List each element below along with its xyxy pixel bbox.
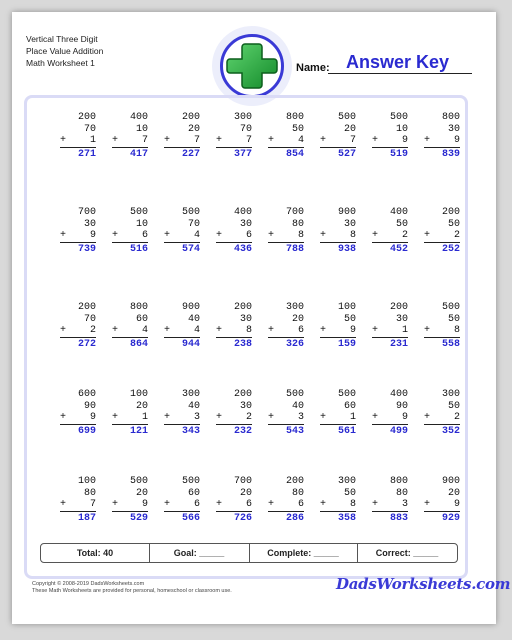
addition-problem xyxy=(372,112,408,160)
sum-rule xyxy=(216,337,252,338)
plus-sign: + xyxy=(320,230,327,241)
addition-problem xyxy=(268,207,304,255)
addend-ones: 4 xyxy=(193,325,200,336)
addend-tens: 60 xyxy=(343,400,356,412)
addend-hundreds: 900 xyxy=(337,207,356,218)
addend-hundreds: 200 xyxy=(233,389,252,400)
plus-sign: + xyxy=(60,412,67,423)
sum-rule xyxy=(216,511,252,512)
sum-rule xyxy=(112,242,148,243)
addition-problem xyxy=(372,302,408,350)
sum-rule xyxy=(372,242,408,243)
addend-ones: 2 xyxy=(453,412,460,423)
addend-tens: 30 xyxy=(447,123,460,135)
addition-problem xyxy=(320,389,356,437)
title-line-2: Place Value Addition xyxy=(26,46,104,56)
sum-rule xyxy=(268,147,304,148)
addend-hundreds: 700 xyxy=(77,207,96,218)
addend-tens: 50 xyxy=(447,218,460,230)
addend-hundreds: 400 xyxy=(389,207,408,218)
sum-answer: 227 xyxy=(181,149,200,160)
sum-answer: 529 xyxy=(129,513,148,524)
addend-hundreds: 100 xyxy=(337,302,356,313)
addition-problem xyxy=(60,207,96,255)
addend-hundreds: 800 xyxy=(285,112,304,123)
sum-answer: 561 xyxy=(337,426,356,437)
sum-rule xyxy=(164,242,200,243)
sum-rule xyxy=(216,424,252,425)
addend-hundreds: 500 xyxy=(181,207,200,218)
addition-problem xyxy=(112,389,148,437)
plus-sign: + xyxy=(60,230,67,241)
sum-rule xyxy=(60,242,96,243)
addend-hundreds: 200 xyxy=(233,302,252,313)
sum-rule xyxy=(60,511,96,512)
addend-tens: 80 xyxy=(291,218,304,230)
sum-rule xyxy=(60,424,96,425)
sum-rule xyxy=(320,424,356,425)
addition-problem xyxy=(112,112,148,160)
addend-ones: 6 xyxy=(297,325,304,336)
sum-answer: 543 xyxy=(285,426,304,437)
addition-problem xyxy=(320,112,356,160)
addend-hundreds: 500 xyxy=(129,207,148,218)
addend-hundreds: 700 xyxy=(233,476,252,487)
addition-problem xyxy=(164,302,200,350)
addend-tens: 20 xyxy=(135,487,148,499)
sum-answer: 417 xyxy=(129,149,148,160)
sum-answer: 864 xyxy=(129,339,148,350)
addition-problem xyxy=(216,207,252,255)
copyright-line-1: Copyright © 2008-2019 DadsWorksheets.com xyxy=(32,581,145,587)
addend-ones: 8 xyxy=(453,325,460,336)
sum-rule xyxy=(268,337,304,338)
addend-ones: 1 xyxy=(141,412,148,423)
plus-sign: + xyxy=(216,230,223,241)
sum-answer: 566 xyxy=(181,513,200,524)
sum-answer: 699 xyxy=(77,426,96,437)
plus-sign: + xyxy=(268,325,275,336)
addend-ones: 8 xyxy=(245,325,252,336)
sum-answer: 944 xyxy=(181,339,200,350)
addition-problem xyxy=(320,207,356,255)
addend-ones: 2 xyxy=(89,325,96,336)
sum-answer: 854 xyxy=(285,149,304,160)
sum-answer: 452 xyxy=(389,244,408,255)
sum-rule xyxy=(216,147,252,148)
plus-sign: + xyxy=(216,412,223,423)
addend-tens: 50 xyxy=(395,218,408,230)
copyright-note xyxy=(32,581,292,595)
plus-sign: + xyxy=(112,499,119,510)
addend-hundreds: 300 xyxy=(441,389,460,400)
addend-tens: 30 xyxy=(239,400,252,412)
addend-tens: 80 xyxy=(291,487,304,499)
addend-tens: 50 xyxy=(447,400,460,412)
addition-badge xyxy=(212,26,292,106)
plus-sign: + xyxy=(268,499,275,510)
addend-hundreds: 500 xyxy=(441,302,460,313)
addend-hundreds: 500 xyxy=(337,112,356,123)
addend-hundreds: 400 xyxy=(389,389,408,400)
addend-ones: 4 xyxy=(193,230,200,241)
sum-rule xyxy=(164,424,200,425)
addend-hundreds: 200 xyxy=(389,302,408,313)
sum-rule xyxy=(268,242,304,243)
sum-rule xyxy=(320,147,356,148)
addend-tens: 70 xyxy=(187,218,200,230)
addend-tens: 20 xyxy=(239,487,252,499)
plus-sign: + xyxy=(320,499,327,510)
sum-answer: 272 xyxy=(77,339,96,350)
addend-hundreds: 800 xyxy=(389,476,408,487)
addend-hundreds: 800 xyxy=(129,302,148,313)
addend-hundreds: 200 xyxy=(285,476,304,487)
name-label: Name: xyxy=(296,62,330,74)
addend-hundreds: 300 xyxy=(337,476,356,487)
addition-problem xyxy=(268,476,304,524)
sum-rule xyxy=(60,337,96,338)
addend-ones: 8 xyxy=(297,230,304,241)
addition-problem xyxy=(372,476,408,524)
addend-hundreds: 600 xyxy=(77,389,96,400)
sum-answer: 358 xyxy=(337,513,356,524)
plus-sign: + xyxy=(320,325,327,336)
addend-ones: 3 xyxy=(297,412,304,423)
addend-ones: 2 xyxy=(245,412,252,423)
sum-rule xyxy=(424,424,460,425)
addend-tens: 90 xyxy=(83,400,96,412)
addend-tens: 30 xyxy=(343,218,356,230)
sum-answer: 883 xyxy=(389,513,408,524)
addend-ones: 1 xyxy=(401,325,408,336)
addend-hundreds: 400 xyxy=(129,112,148,123)
addend-ones: 7 xyxy=(193,135,200,146)
sum-rule xyxy=(372,147,408,148)
addition-problem xyxy=(60,302,96,350)
sum-answer: 238 xyxy=(233,339,252,350)
addend-hundreds: 700 xyxy=(285,207,304,218)
addend-tens: 10 xyxy=(135,218,148,230)
complete-field: Complete: _____ xyxy=(267,548,339,558)
plus-sign: + xyxy=(424,499,431,510)
plus-sign: + xyxy=(164,135,171,146)
addend-tens: 90 xyxy=(395,400,408,412)
sum-rule xyxy=(424,511,460,512)
sum-answer: 231 xyxy=(389,339,408,350)
addend-ones: 4 xyxy=(297,135,304,146)
addend-tens: 20 xyxy=(447,487,460,499)
addend-ones: 6 xyxy=(245,230,252,241)
addend-ones: 7 xyxy=(89,499,96,510)
sum-rule xyxy=(164,147,200,148)
sum-rule xyxy=(268,511,304,512)
addition-problem xyxy=(60,112,96,160)
sum-answer: 788 xyxy=(285,244,304,255)
addition-problem xyxy=(164,207,200,255)
plus-sign: + xyxy=(372,230,379,241)
plus-sign: + xyxy=(112,325,119,336)
addend-tens: 40 xyxy=(291,400,304,412)
plus-sign: + xyxy=(216,499,223,510)
addend-hundreds: 500 xyxy=(389,112,408,123)
addend-hundreds: 500 xyxy=(337,389,356,400)
sum-answer: 121 xyxy=(129,426,148,437)
sum-rule xyxy=(112,337,148,338)
worksheet-title xyxy=(26,33,166,69)
plus-sign: + xyxy=(60,499,67,510)
addend-ones: 8 xyxy=(349,499,356,510)
addend-ones: 2 xyxy=(453,230,460,241)
addend-tens: 20 xyxy=(187,123,200,135)
sum-answer: 159 xyxy=(337,339,356,350)
sum-answer: 929 xyxy=(441,513,460,524)
addition-problem xyxy=(372,207,408,255)
addend-tens: 30 xyxy=(239,313,252,325)
sum-rule xyxy=(216,242,252,243)
addend-ones: 6 xyxy=(297,499,304,510)
total-count: Total: 40 xyxy=(76,548,114,558)
sum-answer: 286 xyxy=(285,513,304,524)
addend-hundreds: 200 xyxy=(181,112,200,123)
plus-sign: + xyxy=(320,135,327,146)
plus-sign: + xyxy=(372,412,379,423)
addend-tens: 30 xyxy=(239,218,252,230)
addend-tens: 80 xyxy=(83,487,96,499)
addend-tens: 30 xyxy=(395,313,408,325)
plus-icon xyxy=(226,40,278,92)
addend-tens: 40 xyxy=(187,313,200,325)
name-field-line xyxy=(328,73,472,74)
addend-ones: 7 xyxy=(349,135,356,146)
plus-sign: + xyxy=(372,135,379,146)
plus-sign: + xyxy=(424,325,431,336)
addend-ones: 6 xyxy=(245,499,252,510)
plus-sign: + xyxy=(60,135,67,146)
plus-sign: + xyxy=(164,499,171,510)
addition-problem xyxy=(424,302,460,350)
sum-rule xyxy=(320,242,356,243)
plus-sign: + xyxy=(268,230,275,241)
addend-tens: 70 xyxy=(83,313,96,325)
plus-sign: + xyxy=(424,230,431,241)
addition-problem xyxy=(164,476,200,524)
sum-rule xyxy=(268,424,304,425)
sum-answer: 574 xyxy=(181,244,200,255)
plus-sign: + xyxy=(112,412,119,423)
addition-problem xyxy=(424,389,460,437)
addend-ones: 4 xyxy=(141,325,148,336)
addition-problem xyxy=(164,389,200,437)
plus-sign: + xyxy=(216,135,223,146)
sum-answer: 516 xyxy=(129,244,148,255)
addition-problem xyxy=(268,302,304,350)
addend-hundreds: 100 xyxy=(77,476,96,487)
score-bar xyxy=(40,543,458,563)
sum-rule xyxy=(424,242,460,243)
addend-tens: 20 xyxy=(135,400,148,412)
correct-field: Correct: _____ xyxy=(375,548,439,558)
sum-answer: 739 xyxy=(77,244,96,255)
sum-answer: 232 xyxy=(233,426,252,437)
sum-rule xyxy=(372,511,408,512)
addend-ones: 9 xyxy=(349,325,356,336)
addend-ones: 9 xyxy=(401,135,408,146)
sum-answer: 527 xyxy=(337,149,356,160)
addend-hundreds: 100 xyxy=(129,389,148,400)
sum-rule xyxy=(60,147,96,148)
addition-problem xyxy=(216,302,252,350)
addend-ones: 3 xyxy=(193,412,200,423)
addition-problem xyxy=(268,112,304,160)
addition-problem xyxy=(112,207,148,255)
addition-problem xyxy=(60,476,96,524)
sum-answer: 726 xyxy=(233,513,252,524)
copyright-line-2: These Math Worksheets are provided for personal, homeschool or classroom use. xyxy=(32,588,232,594)
plus-sign: + xyxy=(216,325,223,336)
addition-problem xyxy=(216,476,252,524)
addend-hundreds: 500 xyxy=(181,476,200,487)
addend-tens: 20 xyxy=(343,123,356,135)
sum-answer: 352 xyxy=(441,426,460,437)
addition-problem xyxy=(60,389,96,437)
plus-sign: + xyxy=(372,499,379,510)
addition-problem xyxy=(320,302,356,350)
addend-ones: 9 xyxy=(453,499,460,510)
addend-tens: 60 xyxy=(135,313,148,325)
addend-hundreds: 200 xyxy=(77,302,96,313)
plus-sign: + xyxy=(112,230,119,241)
sum-rule xyxy=(320,337,356,338)
addend-hundreds: 900 xyxy=(181,302,200,313)
sum-answer: 558 xyxy=(441,339,460,350)
addend-ones: 9 xyxy=(89,412,96,423)
addend-ones: 6 xyxy=(193,499,200,510)
sum-rule xyxy=(112,147,148,148)
addend-tens: 70 xyxy=(83,123,96,135)
plus-sign: + xyxy=(268,135,275,146)
addend-tens: 60 xyxy=(187,487,200,499)
sum-answer: 436 xyxy=(233,244,252,255)
addition-problem xyxy=(320,476,356,524)
addend-ones: 1 xyxy=(89,135,96,146)
addend-hundreds: 800 xyxy=(441,112,460,123)
addition-problem xyxy=(372,389,408,437)
addition-problem xyxy=(164,112,200,160)
sum-answer: 271 xyxy=(77,149,96,160)
addend-hundreds: 500 xyxy=(285,389,304,400)
addend-hundreds: 900 xyxy=(441,476,460,487)
addend-ones: 2 xyxy=(401,230,408,241)
addend-hundreds: 300 xyxy=(181,389,200,400)
plus-sign: + xyxy=(424,412,431,423)
sum-answer: 252 xyxy=(441,244,460,255)
addend-ones: 9 xyxy=(89,230,96,241)
sum-rule xyxy=(320,511,356,512)
goal-field: Goal: _____ xyxy=(173,548,225,558)
addition-problem xyxy=(112,476,148,524)
plus-sign: + xyxy=(164,230,171,241)
addition-problem xyxy=(424,476,460,524)
addend-ones: 8 xyxy=(349,230,356,241)
addition-problem xyxy=(424,112,460,160)
addend-tens: 10 xyxy=(395,123,408,135)
answer-key-label: Answer Key xyxy=(346,52,450,72)
sum-answer: 326 xyxy=(285,339,304,350)
addend-ones: 6 xyxy=(141,230,148,241)
site-logo: DadsWorksheets.com xyxy=(336,575,511,593)
addition-problem xyxy=(216,389,252,437)
addend-tens: 10 xyxy=(135,123,148,135)
sum-answer: 187 xyxy=(77,513,96,524)
addend-tens: 70 xyxy=(239,123,252,135)
addend-tens: 20 xyxy=(291,313,304,325)
sum-answer: 839 xyxy=(441,149,460,160)
addend-tens: 30 xyxy=(83,218,96,230)
addend-ones: 7 xyxy=(141,135,148,146)
addend-hundreds: 500 xyxy=(129,476,148,487)
sum-rule xyxy=(112,511,148,512)
addend-hundreds: 300 xyxy=(233,112,252,123)
addend-tens: 50 xyxy=(343,313,356,325)
title-line-3: Math Worksheet 1 xyxy=(26,58,95,68)
addend-hundreds: 400 xyxy=(233,207,252,218)
sum-answer: 377 xyxy=(233,149,252,160)
plus-sign: + xyxy=(164,412,171,423)
addition-problem xyxy=(112,302,148,350)
plus-sign: + xyxy=(60,325,67,336)
addend-ones: 3 xyxy=(401,499,408,510)
addition-problem xyxy=(424,207,460,255)
addend-hundreds: 200 xyxy=(441,207,460,218)
sum-answer: 519 xyxy=(389,149,408,160)
title-line-1: Vertical Three Digit xyxy=(26,34,98,44)
sum-rule xyxy=(112,424,148,425)
sum-rule xyxy=(424,337,460,338)
addend-ones: 9 xyxy=(141,499,148,510)
addend-tens: 40 xyxy=(187,400,200,412)
addition-problem xyxy=(216,112,252,160)
addend-ones: 7 xyxy=(245,135,252,146)
addend-tens: 80 xyxy=(395,487,408,499)
addend-ones: 9 xyxy=(453,135,460,146)
sum-rule xyxy=(164,337,200,338)
plus-sign: + xyxy=(320,412,327,423)
addend-ones: 9 xyxy=(401,412,408,423)
plus-sign: + xyxy=(424,135,431,146)
plus-sign: + xyxy=(164,325,171,336)
sum-answer: 938 xyxy=(337,244,356,255)
plus-sign: + xyxy=(372,325,379,336)
addend-tens: 50 xyxy=(343,487,356,499)
addend-tens: 50 xyxy=(447,313,460,325)
sum-answer: 499 xyxy=(389,426,408,437)
sum-rule xyxy=(424,147,460,148)
plus-sign: + xyxy=(268,412,275,423)
addition-problem xyxy=(268,389,304,437)
sum-answer: 343 xyxy=(181,426,200,437)
addend-hundreds: 300 xyxy=(285,302,304,313)
addend-tens: 50 xyxy=(291,123,304,135)
sum-rule xyxy=(372,424,408,425)
addend-ones: 1 xyxy=(349,412,356,423)
addend-hundreds: 200 xyxy=(77,112,96,123)
sum-rule xyxy=(372,337,408,338)
plus-sign: + xyxy=(112,135,119,146)
sum-rule xyxy=(164,511,200,512)
